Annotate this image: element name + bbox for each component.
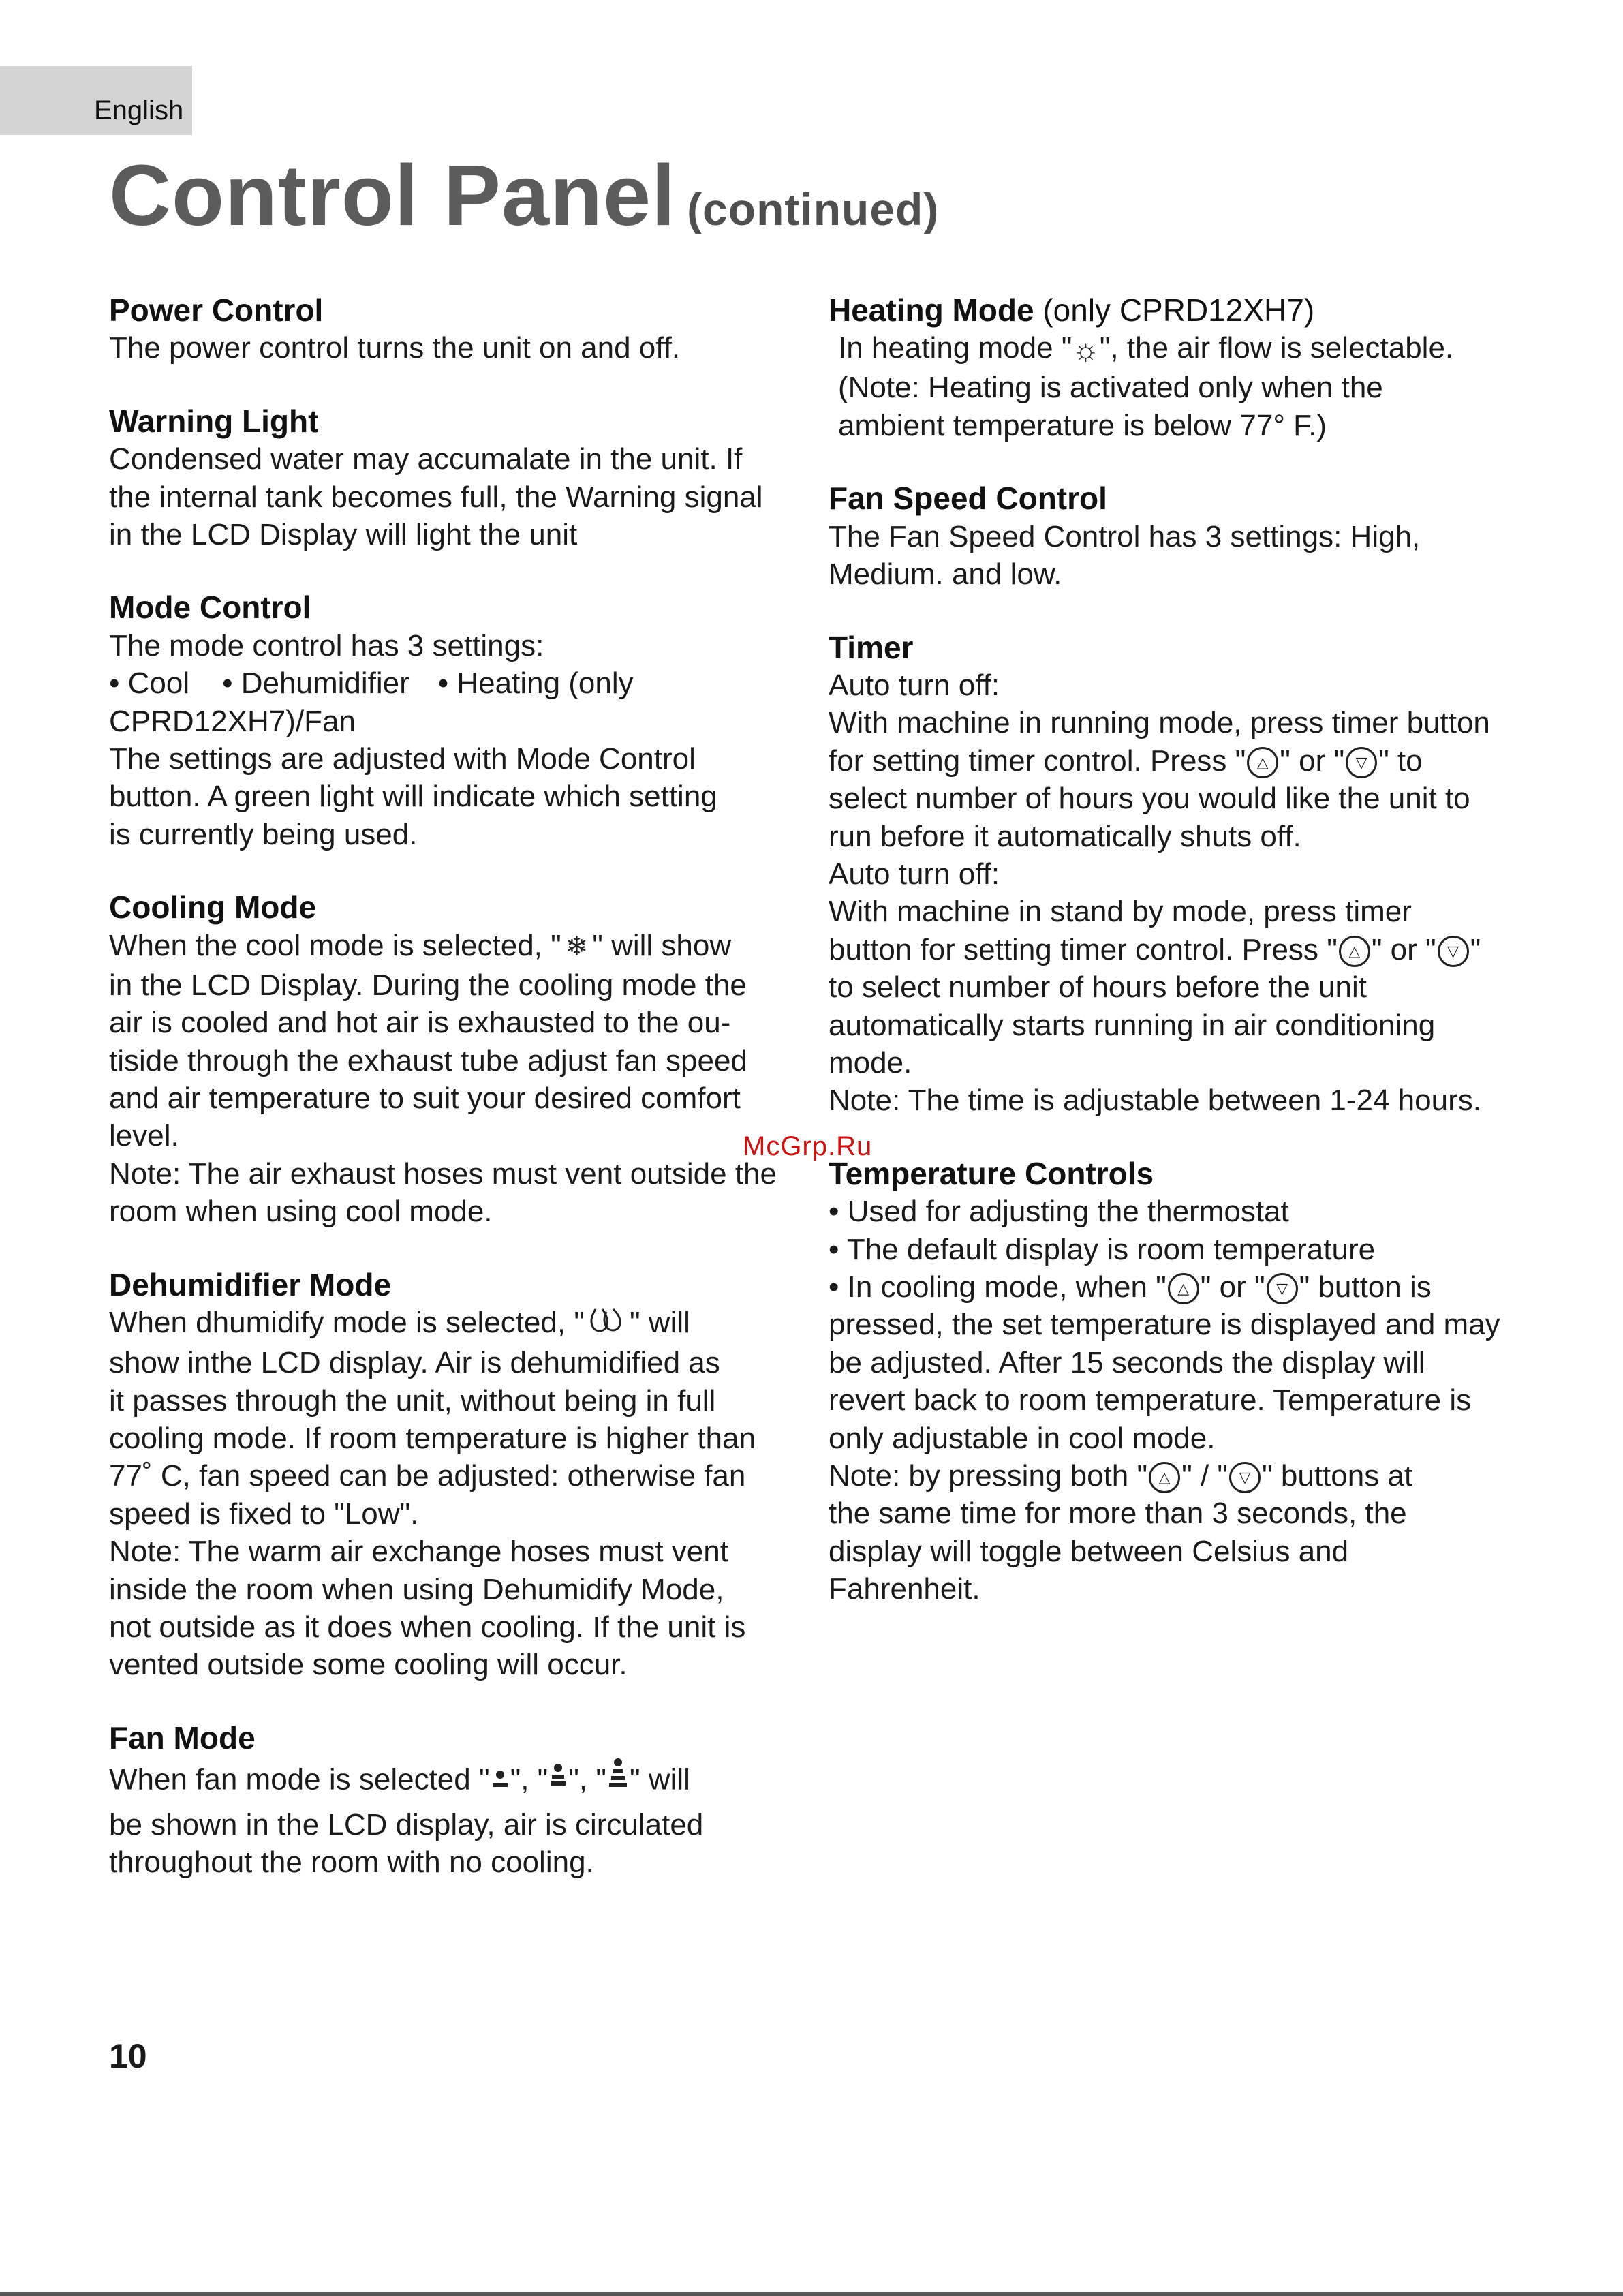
text-fragment: " / " bbox=[1181, 1459, 1228, 1493]
fan-speed-heading: Fan Speed Control bbox=[829, 480, 1107, 517]
mode-control-section bbox=[109, 589, 797, 853]
text-line: show inthe LCD display. Air is dehumidified as bbox=[109, 1346, 720, 1380]
heading-text: Heating Mode bbox=[829, 292, 1034, 328]
text-line: level. bbox=[109, 1119, 179, 1153]
text-line bbox=[829, 931, 1517, 968]
text-fragment: When dhumidify mode is selected, " bbox=[109, 1306, 585, 1340]
warning-light-section bbox=[109, 403, 797, 554]
text-line bbox=[829, 742, 1517, 780]
text-fragment: " to bbox=[1378, 744, 1423, 778]
heating-mode-body bbox=[829, 329, 1517, 444]
text-line bbox=[109, 927, 797, 966]
text-fragment: " button is bbox=[1299, 1270, 1432, 1304]
text-fragment: " bbox=[1470, 932, 1481, 966]
heating-mode-heading bbox=[829, 292, 1517, 329]
bullet-line: • Used for adjusting the thermostat bbox=[829, 1195, 1289, 1229]
left-column bbox=[109, 292, 797, 1916]
up-arrow-icon: △ bbox=[1247, 747, 1278, 778]
temperature-controls-heading: Temperature Controls bbox=[829, 1155, 1154, 1191]
dehumidifier-mode-section bbox=[109, 1266, 797, 1684]
option-cool: • Cool bbox=[109, 667, 190, 701]
text-fragment: ", " bbox=[510, 1762, 548, 1796]
text-line: With machine in stand by mode, press timer bbox=[829, 895, 1412, 929]
fan-high-icon bbox=[606, 1757, 630, 1805]
watermark: McGrp.Ru bbox=[743, 1131, 873, 1161]
text-fragment: ", " bbox=[568, 1762, 606, 1796]
up-arrow-icon: △ bbox=[1339, 936, 1370, 967]
bullet-line bbox=[829, 1268, 1517, 1306]
fan-medium-icon bbox=[548, 1761, 568, 1801]
text-line: inside the room when using Dehumidify Mode, bbox=[109, 1572, 724, 1606]
cooling-mode-heading: Cooling Mode bbox=[109, 889, 317, 925]
text-line: pressed, the set temperature is displayed and may bbox=[829, 1308, 1500, 1342]
fan-low-icon bbox=[490, 1762, 510, 1800]
down-arrow-icon: ▽ bbox=[1267, 1273, 1298, 1304]
text-line: (Note: Heating is activated only when the bbox=[838, 371, 1383, 405]
language-label: English bbox=[94, 95, 184, 125]
text-line: With machine in running mode, press timer button bbox=[829, 706, 1490, 740]
text-line: in the LCD Display will light the unit bbox=[109, 518, 578, 552]
text-fragment: for setting timer control. Press " bbox=[829, 744, 1246, 778]
text-line: the internal tank becomes full, the Warning signal bbox=[109, 480, 763, 514]
snowflake-icon: ❄ bbox=[565, 932, 589, 962]
text-fragment: " buttons at bbox=[1262, 1459, 1413, 1493]
text-line: Fahrenheit. bbox=[829, 1572, 980, 1606]
text-line bbox=[109, 1304, 797, 1344]
text-line: the same time for more than 3 seconds, the bbox=[829, 1497, 1407, 1531]
text-line: only adjustable in cool mode. bbox=[829, 1421, 1216, 1455]
text-line: is currently being used. bbox=[109, 817, 418, 851]
bottom-edge-bar bbox=[0, 2292, 1623, 2296]
text-fragment: ", the air flow is selectable. bbox=[1099, 331, 1454, 365]
cooling-mode-section bbox=[109, 889, 797, 1230]
text-fragment: " will show bbox=[592, 928, 732, 962]
dehumidifier-mode-heading: Dehumidifier Mode bbox=[109, 1266, 392, 1302]
text-line: The mode control has 3 settings: bbox=[109, 628, 544, 662]
down-arrow-icon: ▽ bbox=[1346, 747, 1377, 778]
text-line: be adjusted. After 15 seconds the display will bbox=[829, 1345, 1425, 1379]
timer-section bbox=[829, 629, 1517, 1120]
down-arrow-icon: ▽ bbox=[1229, 1462, 1261, 1493]
text-fragment: In heating mode " bbox=[838, 331, 1072, 365]
text-line: speed is fixed to "Low". bbox=[109, 1497, 419, 1531]
title-continued: (continued) bbox=[687, 184, 940, 234]
text-fragment: • In cooling mode, when " bbox=[829, 1270, 1166, 1304]
option-dehumidifier: • Dehumidifier bbox=[222, 667, 409, 701]
text-line: The Fan Speed Control has 3 settings: High, bbox=[829, 519, 1421, 553]
warning-light-heading: Warning Light bbox=[109, 403, 319, 439]
text-fragment: When fan mode is selected " bbox=[109, 1762, 490, 1796]
text-line: tiside through the exhaust tube adjust fan speed bbox=[109, 1043, 747, 1077]
mode-options-line bbox=[109, 664, 797, 702]
text-line: Auto turn off: bbox=[829, 668, 1000, 702]
text-line: cooling mode. If room temperature is higher than bbox=[109, 1421, 756, 1455]
right-column bbox=[829, 292, 1517, 1644]
text-line: Note: The warm air exchange hoses must vent bbox=[109, 1535, 728, 1569]
text-line: The settings are adjusted with Mode Control bbox=[109, 742, 696, 776]
text-line bbox=[829, 1457, 1517, 1495]
text-fragment: " will bbox=[629, 1306, 690, 1340]
power-control-text: The power control turns the unit on and off. bbox=[109, 331, 681, 365]
page-title bbox=[109, 149, 939, 243]
timer-heading: Timer bbox=[829, 629, 914, 665]
heading-note: (only CPRD12XH7) bbox=[1034, 292, 1315, 328]
text-line: automatically starts running in air conditioning bbox=[829, 1008, 1436, 1042]
text-line: throughout the room with no cooling. bbox=[109, 1845, 594, 1879]
text-line: Medium. and low. bbox=[829, 557, 1062, 592]
dehumidify-icon bbox=[589, 1305, 625, 1344]
down-arrow-icon: ▽ bbox=[1438, 936, 1469, 967]
fan-speed-section bbox=[829, 480, 1517, 593]
language-tab bbox=[0, 66, 192, 135]
text-fragment: When the cool mode is selected, " bbox=[109, 928, 561, 962]
option-heating: • Heating (only bbox=[437, 667, 634, 701]
text-line: vented outside some cooling will occur. bbox=[109, 1648, 628, 1682]
text-line bbox=[109, 1757, 797, 1805]
fan-mode-section bbox=[109, 1719, 797, 1882]
text-fragment: " or " bbox=[1200, 1270, 1265, 1304]
text-line: Auto turn off: bbox=[829, 857, 1000, 891]
sun-icon: ☼ bbox=[1072, 333, 1100, 367]
text-line: not outside as it does when cooling. If the unit is bbox=[109, 1610, 746, 1644]
text-line: in the LCD Display. During the cooling mode the bbox=[109, 968, 747, 1002]
title-main: Control Panel bbox=[109, 147, 677, 243]
text-line: to select number of hours before the unit bbox=[829, 970, 1367, 1005]
text-line: be shown in the LCD display, air is circulated bbox=[109, 1807, 704, 1841]
text-line: air is cooled and hot air is exhausted to the ou- bbox=[109, 1006, 731, 1040]
heating-mode-section bbox=[829, 292, 1517, 444]
text-line: display will toggle between Celsius and bbox=[829, 1534, 1349, 1568]
fan-mode-heading: Fan Mode bbox=[109, 1719, 256, 1756]
text-fragment: " will bbox=[629, 1762, 690, 1796]
text-line: Note: The time is adjustable between 1-24 hours. bbox=[829, 1084, 1481, 1118]
text-line: mode. bbox=[829, 1045, 912, 1080]
text-line: button. A green light will indicate which setting bbox=[109, 780, 717, 814]
up-arrow-icon: △ bbox=[1168, 1273, 1199, 1304]
text-line: Condensed water may accumalate in the unit. If bbox=[109, 442, 743, 476]
text-line: run before it automatically shuts off. bbox=[829, 819, 1301, 853]
text-line: CPRD12XH7)/Fan bbox=[109, 704, 356, 738]
text-line: select number of hours you would like the unit to bbox=[829, 782, 1470, 816]
text-line: revert back to room temperature. Temperature is bbox=[829, 1383, 1472, 1418]
text-fragment: " or " bbox=[1371, 932, 1436, 966]
mode-control-heading: Mode Control bbox=[109, 590, 311, 626]
power-control-heading: Power Control bbox=[109, 292, 324, 328]
text-fragment: " or " bbox=[1280, 744, 1345, 778]
text-line: room when using cool mode. bbox=[109, 1195, 493, 1229]
text-fragment: button for setting timer control. Press " bbox=[829, 932, 1338, 966]
temperature-controls-section bbox=[829, 1155, 1517, 1608]
power-control-section bbox=[109, 292, 797, 367]
page-number: 10 bbox=[109, 2037, 147, 2075]
text-fragment: Note: by pressing both " bbox=[829, 1459, 1148, 1493]
text-line: it passes through the unit, without being in full bbox=[109, 1383, 716, 1418]
text-line: 77˚ C, fan speed can be adjusted: otherwise fan bbox=[109, 1459, 746, 1493]
bullet-line: • The default display is room temperature bbox=[829, 1232, 1376, 1266]
text-line bbox=[838, 329, 1517, 369]
text-line: ambient temperature is below 77° F.) bbox=[838, 408, 1327, 442]
up-arrow-icon: △ bbox=[1149, 1462, 1180, 1493]
text-line: and air temperature to suit your desired comfort bbox=[109, 1081, 741, 1115]
text-line: Note: The air exhaust hoses must vent outside the bbox=[109, 1157, 777, 1191]
